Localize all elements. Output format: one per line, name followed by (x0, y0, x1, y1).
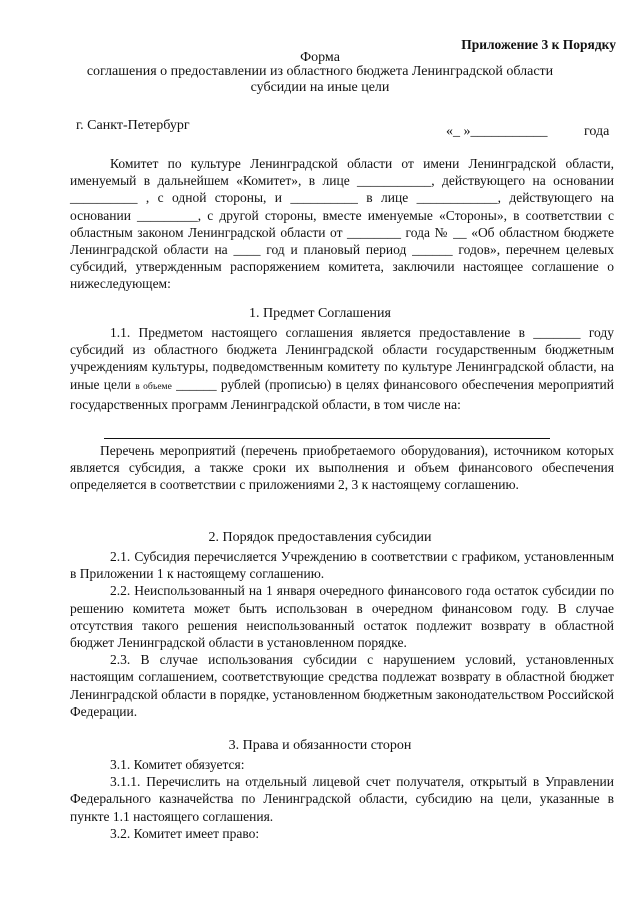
date-field: «_ »___________ (446, 124, 548, 139)
section1-para1-start: 1.1. Предметом настоящего соглашения является предоставление в _______ году субсидий из областного бюджета Ленинградской области государственным бюджетным учреждениям культуры, подведомственным комитету по культуре Ленинградской области, на иные цели (70, 325, 614, 392)
section3-para3: 3.2. Комитет имеет право: (110, 825, 260, 841)
section2-para1: 2.1. Субсидия перечисляется Учреждению в соответствии с графиком, установленным в Приложении 1 к настоящему соглашению. (70, 549, 614, 582)
appendix-label: Приложение 3 к Порядку (461, 37, 616, 52)
document-title-line2: субсидии на иные цели (250, 80, 390, 95)
blank-fill-line (104, 438, 550, 439)
preamble (70, 155, 614, 293)
section2-para3: 2.3. В случае использования субсидии с нарушением условий, установленных настоящим соглашением, соответствующие средства подлежат возврату в областной бюджет Ленинградской области в порядке, установленном бюджетным законодательством Российской Федерации. (70, 652, 614, 719)
section3-para1: 3.1. Комитет обязуется: (110, 757, 245, 772)
section1-body-2 (70, 442, 614, 494)
section1-body (70, 324, 614, 413)
city-date-line (76, 118, 616, 139)
section2-heading: 2. Порядок предоставления субсидии (208, 530, 432, 545)
section3-para2: 3.1.1. Перечислить на отдельный лицевой счет получателя, открытый в Управлении Федерального казначейства по Ленинградской области, субсидию на цели, указанные в пункте 1.1 настоящего соглашения. (70, 774, 614, 824)
section1-para1-volume: в объеме (135, 381, 172, 392)
section2-para2: 2.2. Неиспользованный на 1 января очередного финансового года остаток субсидии по решению комитета может быть использован в очередном финансовом году. В случае отсутствия такого решения неиспользованный остаток подлежит возврату в областной бюджет Ленинградской области в установленном порядке. (70, 583, 614, 651)
document-title-line1: соглашения о предоставлении из областного бюджета Ленинградской области (86, 64, 554, 79)
section1-heading: 1. Предмет Соглашения (249, 306, 391, 321)
section1-para1-end: ______ рублей (прописью) в целях финансового обеспечения мероприятий государственных программ Ленинградской области, в том числе на: (70, 376, 614, 412)
section3-body (70, 756, 614, 842)
section2-body (70, 548, 614, 720)
section1-para1 (70, 324, 614, 413)
preamble-text: Комитет по культуре Ленинградской области от имени Ленинградской области, именуемый в дальнейшем «Комитет», в лице ___________, действующего на основании __________ , с одной стороны, и __________ в лице ____________, действующего на основании _________, с другой стороны, вместе именуемые «Стороны», в соответствии с областным законом Ленинградской области от ________ года № __ «Об областном бюджете Ленинградской области на ____ год и плановый период ______ годов», перечнем целевых субсидий, утвержденным распоряжением комитета, заключили настоящее соглашение о нижеследующем: (70, 156, 614, 292)
year-label: года (584, 124, 610, 139)
section3-heading: 3. Права и обязанности сторон (228, 738, 412, 753)
city: г. Санкт-Петербург (76, 118, 190, 133)
section1-para2: Перечень мероприятий (перечень приобретаемого оборудования), источником которых является субсидия, а также сроки их выполнения и объем финансового обеспечения определяется в соответствии с приложениями 2, 3 к настоящему соглашению. (70, 443, 614, 493)
form-label: Форма (300, 50, 340, 65)
